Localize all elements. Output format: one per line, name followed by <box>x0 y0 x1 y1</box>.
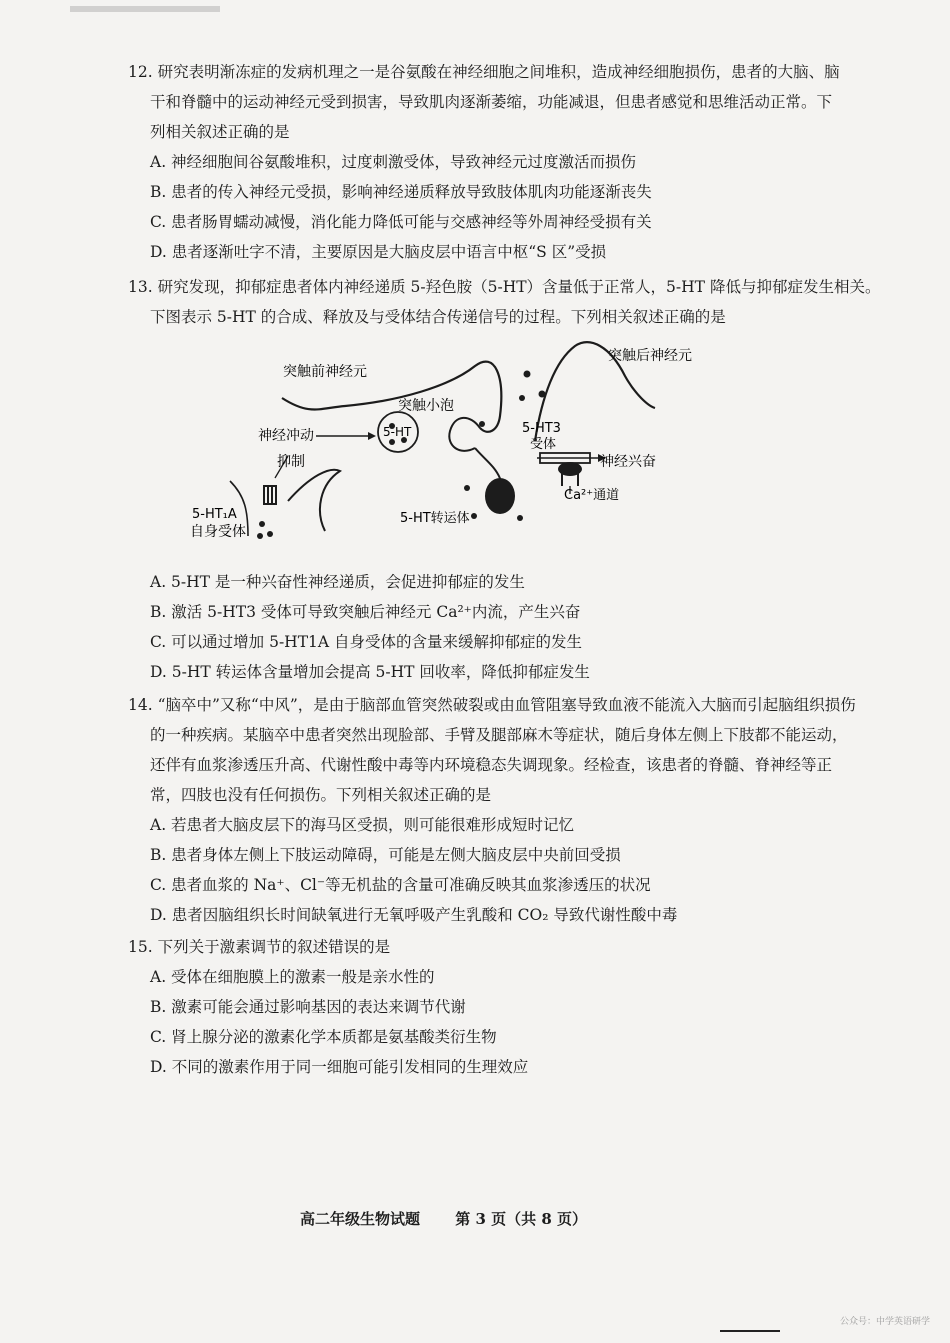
q15-option-c: C. 肾上腺分泌的激素化学本质都是氨基酸类衍生物 <box>150 1028 497 1046</box>
q12-stem-line: 列相关叙述正确的是 <box>150 123 290 141</box>
q12-stem-line: 12. 研究表明渐冻症的发病机理之一是谷氨酸在神经细胞之间堆积，造成神经细胞损伤，患者的大脑、脑 <box>128 63 840 81</box>
label-nerve-excitation: 神经兴奋 <box>600 454 656 470</box>
q14-stem-line: 常，四肢也没有任何损伤。下列相关叙述正确的是 <box>150 786 492 804</box>
q13-stem-line: 下图表示 5-HT 的合成、释放及与受体结合传递信号的过程。下列相关叙述正确的是 <box>150 308 726 326</box>
footer-page-number: 第 3 页（共 8 页） <box>455 1210 588 1228</box>
q15-option-a: A. 受体在细胞膜上的激素一般是亲水性的 <box>150 968 435 986</box>
q12-option-c: C. 患者肠胃蠕动减慢，消化能力降低可能与交感神经等外周神经受损有关 <box>150 213 652 231</box>
q13-option-d: D. 5-HT 转运体含量增加会提高 5-HT 回收率，降低抑郁症发生 <box>150 663 590 681</box>
q14-option-c: C. 患者血浆的 Na⁺、Cl⁻等无机盐的含量可准确反映其血浆渗透压的状况 <box>150 876 651 894</box>
q14-option-b: B. 患者身体左侧上下肢运动障碍，可能是左侧大脑皮层中央前回受损 <box>150 846 621 864</box>
q15-option-d: D. 不同的激素作用于同一细胞可能引发相同的生理效应 <box>150 1058 529 1076</box>
scan-artifact <box>70 6 220 12</box>
label-5ht3-line1: 5-HT3 <box>522 421 561 436</box>
footer-subject: 高二年级生物试题 <box>300 1210 421 1228</box>
q13-option-a: A. 5-HT 是一种兴奋性神经递质，会促进抑郁症的发生 <box>150 573 525 591</box>
q13-option-b: B. 激活 5-HT3 受体可导致突触后神经元 Ca²⁺内流，产生兴奋 <box>150 603 581 621</box>
question-15 <box>128 932 918 1082</box>
q14-stem-line: 14. “脑卒中”又称“中风”，是由于脑部血管突然破裂或由血管阻塞导致血液不能流入大脑而引起脑组织损伤 <box>128 696 856 714</box>
label-autoreceptor-line2: 自身受体 <box>190 524 246 540</box>
q13-option-c: C. 可以通过增加 5-HT1A 自身受体的含量来缓解抑郁症的发生 <box>150 633 583 651</box>
q14-stem-line: 还伴有血浆渗透压升高、代谢性酸中毒等内环境稳态失调现象。经检查，该患者的脊髓、脊神经等正 <box>150 756 833 774</box>
page-footer <box>300 1208 617 1229</box>
q12-option-a: A. 神经细胞间谷氨酸堆积，过度刺激受体，导致神经元过度激活而损伤 <box>150 153 637 171</box>
label-5ht-transporter: 5-HT转运体 <box>400 511 470 526</box>
label-nerve-impulse: 神经冲动 <box>258 428 314 444</box>
q15-option-b: B. 激素可能会通过影响基因的表达来调节代谢 <box>150 998 466 1016</box>
label-ca-channel: Ca²⁺通道 <box>564 488 620 503</box>
question-14 <box>128 690 918 930</box>
q14-option-d: D. 患者因脑组织长时间缺氧进行无氧呼吸产生乳酸和 CO₂ 导致代谢性酸中毒 <box>150 906 678 924</box>
vesicle-label: 5-HT <box>383 425 412 439</box>
release-pocket <box>449 418 480 451</box>
label-synaptic-vesicle: 突触小泡 <box>398 398 454 414</box>
q13-stem-line: 13. 研究发现，抑郁症患者体内神经递质 5-羟色胺（5-HT）含量低于正常人，5-HT 降低与抑郁症发生相关。 <box>128 278 881 296</box>
q12-stem-line: 干和脊髓中的运动神经元受到损害，导致肌肉逐渐萎缩，功能减退，但患者感觉和思维活动正常。下 <box>150 93 833 111</box>
q12-option-b: B. 患者的传入神经元受损，影响神经递质释放导致肢体肌肉功能逐渐丧失 <box>150 183 652 201</box>
5ht-transporter-shape <box>485 478 515 514</box>
label-postsynaptic-neuron: 突触后神经元 <box>608 348 692 364</box>
question-13 <box>128 272 918 332</box>
label-inhibit: 抑制 <box>277 454 305 470</box>
scan-artifact-line <box>720 1330 780 1332</box>
question-13-options <box>128 567 918 687</box>
label-autoreceptor-line1: 5-HT₁A <box>192 507 237 522</box>
q14-option-a: A. 若患者大脑皮层下的海马区受损，则可能很难形成短时记忆 <box>150 816 575 834</box>
watermark: 公众号：中学英语研学 <box>839 1317 930 1327</box>
question-12 <box>128 57 918 267</box>
autoreceptor-shape <box>264 486 276 504</box>
q14-stem-line: 的一种疾病。某脑卒中患者突然出现脸部、手臂及腿部麻木等症状，随后身体左侧上下肢都不能运动， <box>150 726 848 744</box>
q15-stem-line: 15. 下列关于激素调节的叙述错误的是 <box>128 938 391 956</box>
label-5ht3-line2: 受体 <box>530 437 557 452</box>
q12-option-d: D. 患者逐渐吐字不清，主要原因是大脑皮层中语言中枢“S 区”受损 <box>150 243 607 261</box>
synapse-diagram <box>170 336 730 556</box>
label-presynaptic-neuron: 突触前神经元 <box>283 364 367 380</box>
